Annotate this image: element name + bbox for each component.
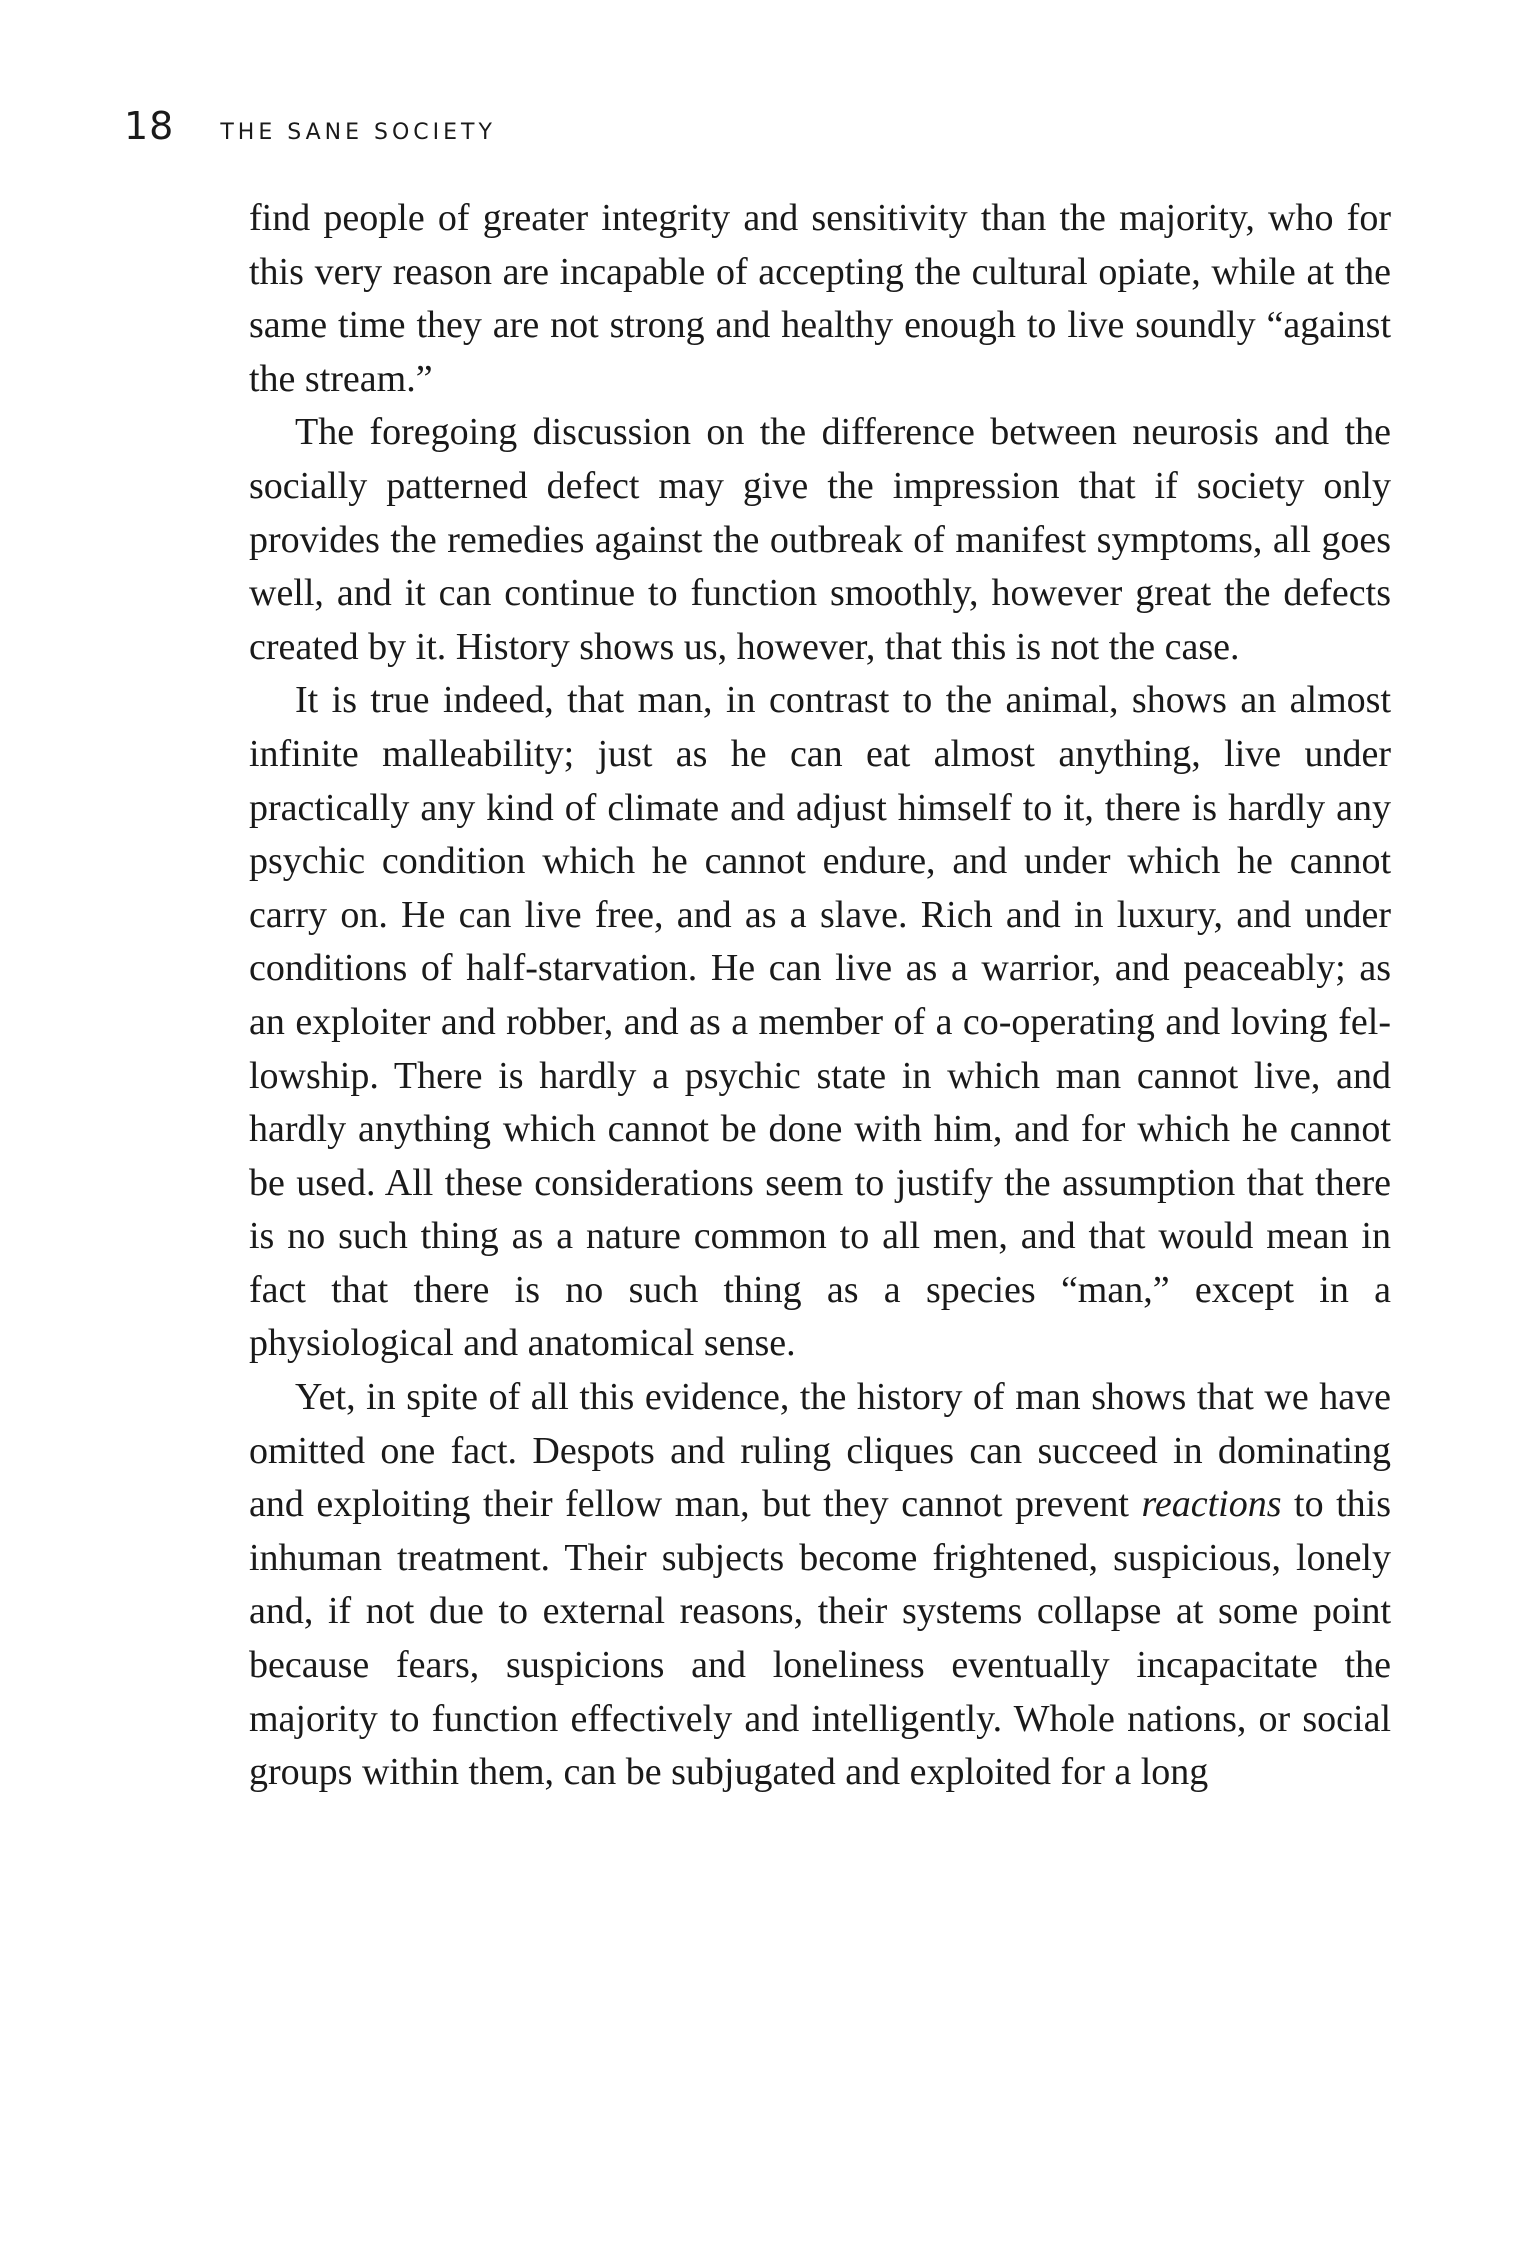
- emphasized-word: reactions: [1141, 1483, 1282, 1526]
- running-head: THE SANE SOCIETY: [220, 120, 496, 145]
- paragraph: It is true indeed, that man, in contrast to the animal, shows an almost infinite malleability; just as he can eat almost anything, live under practically any kind of climate and adjust himself to it, there is hardly any psychic condition which he cannot endure, and under which he cannot carry on. He can live free, and as a slave. Rich and in luxury, and under conditions of half-starvation. He can live as a warrior, and peaceably; as an exploiter and robber, and as a member of a co-operating and loving fellowship. There is hardly a psychic state in which man cannot live, and hardly anything which cannot be done with him, and for which he cannot be used. All these considerations seem to justify the assumption that there is no such thing as a nature common to all men, and that would mean in fact that there is no such thing as a species “man,” except in a physiological and anatomical sense.: [249, 679, 1391, 1365]
- paragraph-text-before: Yet, in spite of all this evidence, the history of man shows that we have omitted one fact. Despots and ruling cliques can succeed in dominating and exploiting their fellow man, but they cannot prevent: [249, 1376, 1391, 1526]
- page-number: 18: [124, 104, 175, 148]
- paragraph-text-after: to this inhuman treatment. Their subjects become frightened, suspicious, lonely and, if not due to external reasons, their systems collapse at some point because fears, suspicions and loneliness eventually incapacitate the majority to function effectively and intelligently. Whole nations, or social groups within them, can be subjugated and exploited for a long: [249, 1483, 1391, 1794]
- paragraph: [249, 1371, 1391, 1800]
- paragraph: The foregoing discussion on the difference between neurosis and the socially patterned defect may give the impression that if society only provides the remedies against the outbreak of manifest symptoms, all goes well, and it can continue to function smoothly, however great the defects created by it. History shows us, however, that this is not the case.: [249, 411, 1391, 668]
- page-header: [124, 104, 496, 148]
- body-text: [249, 192, 1391, 1800]
- paragraph: find people of greater integrity and sensitivity than the majority, who for this very reason are incapable of accepting the cultural opiate, while at the same time they are not strong and healthy enough to live soundly “against the stream.”: [249, 197, 1391, 400]
